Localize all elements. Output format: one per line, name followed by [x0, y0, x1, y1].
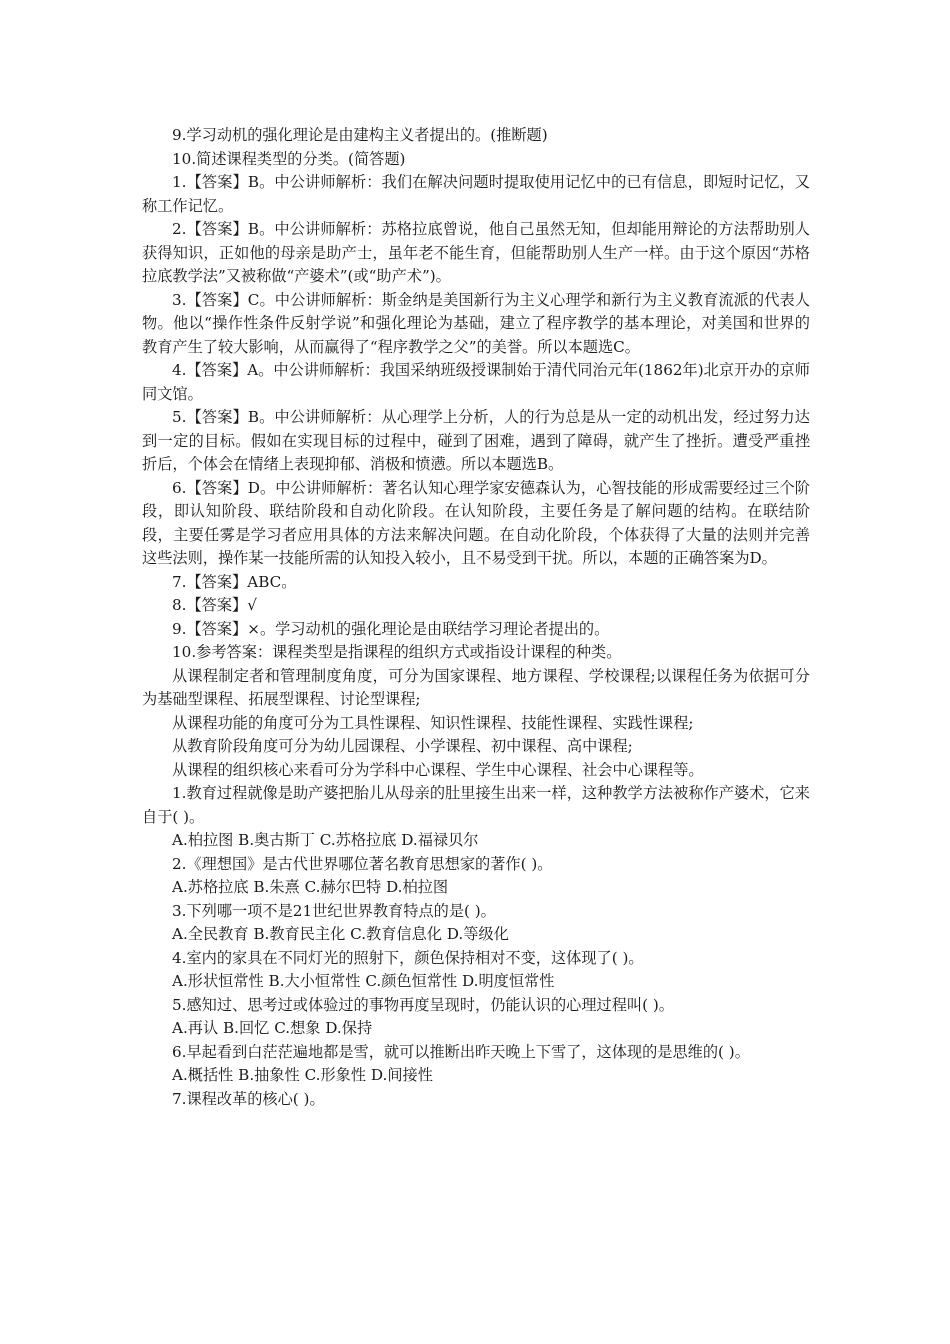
answer-10-detail-3: 从教育阶段角度可分为幼儿园课程、小学课程、初中课程、高中课程; [172, 737, 633, 755]
question-10-statement: 10.简述课程类型的分类。(简答题) [172, 149, 406, 168]
answer-8: 8.【答案】√ [172, 596, 257, 614]
answer-4: 4.【答案】A。中公讲师解析：我国采纳班级授课制始于清代同治元年(1862年)北京开办的京师同文馆。 [142, 361, 810, 403]
quiz-question-2: 2.《理想国》是古代世界哪位著名教育思想家的著作( )。 [172, 854, 553, 873]
quiz-options-4: A.形状恒常性 B.大小恒常性 C.颜色恒常性 D.明度恒常性 [172, 972, 555, 990]
question-9-statement: 9.学习动机的强化理论是由建构主义者提出的。(推断题) [172, 126, 548, 144]
quiz-options-6: A.概括性 B.抽象性 C.形象性 D.间接性 [172, 1066, 433, 1084]
document-body [142, 124, 810, 1111]
answer-9: 9.【答案】×。学习动机的强化理论是由联结学习理论者提出的。 [172, 619, 610, 638]
quiz-options-3: A.全民教育 B.教育民主化 C.教育信息化 D.等级化 [172, 925, 509, 943]
answer-2: 2.【答案】B。中公讲师解析：苏格拉底曾说，他自己虽然无知，但却能用辩论的方法帮助别人获得知识，正如他的母亲是助产士，虽年老不能生育，但能帮助别人生产一样。由于这个原因“苏格拉底教学法”又被称做“产婆术”(或“助产术”)。 [142, 220, 810, 285]
quiz-options-1: A.柏拉图 B.奥古斯丁 C.苏格拉底 D.福禄贝尔 [172, 831, 479, 849]
answer-10-detail-2: 从课程功能的角度可分为工具性课程、知识性课程、技能性课程、实践性课程; [172, 713, 694, 732]
answer-5: 5.【答案】B。中公讲师解析：从心理学上分析，人的行为总是从一定的动机出发，经过努力达到一定的目标。假如在实现目标的过程中，碰到了困难，遇到了障碍，就产生了挫折。遭受严重挫折后，个体会在情绪上表现抑郁、消极和愤懑。所以本题选B。 [142, 408, 810, 473]
quiz-question-4: 4.室内的家具在不同灯光的照射下，颜色保持相对不变，这体现了( )。 [172, 948, 644, 967]
quiz-options-5: A.再认 B.回忆 C.想象 D.保持 [172, 1019, 373, 1037]
quiz-question-5: 5.感知过、思考过或体验过的事物再度呈现时，仍能认识的心理过程叫( )。 [172, 995, 674, 1014]
answer-10-detail-1: 从课程制定者和管理制度角度，可分为国家课程、地方课程、学校课程;以课程任务为依据可分为基础型课程、拓展型课程、讨论型课程; [142, 666, 810, 708]
quiz-options-2: A.苏格拉底 B.朱熹 C.赫尔巴特 D.柏拉图 [172, 878, 449, 896]
quiz-question-3: 3.下列哪一项不是21世纪世界教育特点的是( )。 [172, 901, 496, 920]
answer-6: 6.【答案】D。中公讲师解析：著名认知心理学家安德森认为，心智技能的形成需要经过三个阶段，即认知阶段、联结阶段和自动化阶段。在认知阶段，主要任务是了解问题的结构。在联结阶段，主要任雾是学习者应用具体的方法来解决问题。在自动化阶段，个体获得了大量的法则并完善这些法则，操作某一技能所需的认知投入较小，且不易受到干扰。所以，本题的正确答案为D。 [142, 478, 810, 567]
answer-10: 10.参考答案：课程类型是指课程的组织方式或指设计课程的种类。 [172, 643, 622, 661]
answer-10-detail-4: 从课程的组织核心来看可分为学科中心课程、学生中心课程、社会中心课程等。 [172, 760, 704, 779]
answer-7: 7.【答案】ABC。 [172, 572, 297, 591]
answer-1: 1.【答案】B。中公讲师解析：我们在解决问题时提取使用记忆中的已有信息，即短时记忆，又称工作记忆。 [142, 173, 810, 215]
answer-3: 3.【答案】C。中公讲师解析：斯金纳是美国新行为主义心理学和新行为主义教育流派的代表人物。他以“操作性条件反射学说”和强化理论为基础，建立了程序教学的基本理论，对美国和世界的教育产生了较大影响，从而赢得了“程序教学之父”的美誉。所以本题选C。 [142, 290, 810, 356]
quiz-question-1: 1.教育过程就像是助产婆把胎儿从母亲的肚里接生出来一样，这种教学方法被称作产婆术，它来自于( )。 [142, 784, 810, 826]
quiz-question-6: 6.早起看到白茫茫遍地都是雪，就可以推断出昨天晚上下雪了，这体现的是思维的( )。 [172, 1042, 750, 1061]
quiz-question-7: 7.课程改革的核心( )。 [172, 1089, 325, 1108]
